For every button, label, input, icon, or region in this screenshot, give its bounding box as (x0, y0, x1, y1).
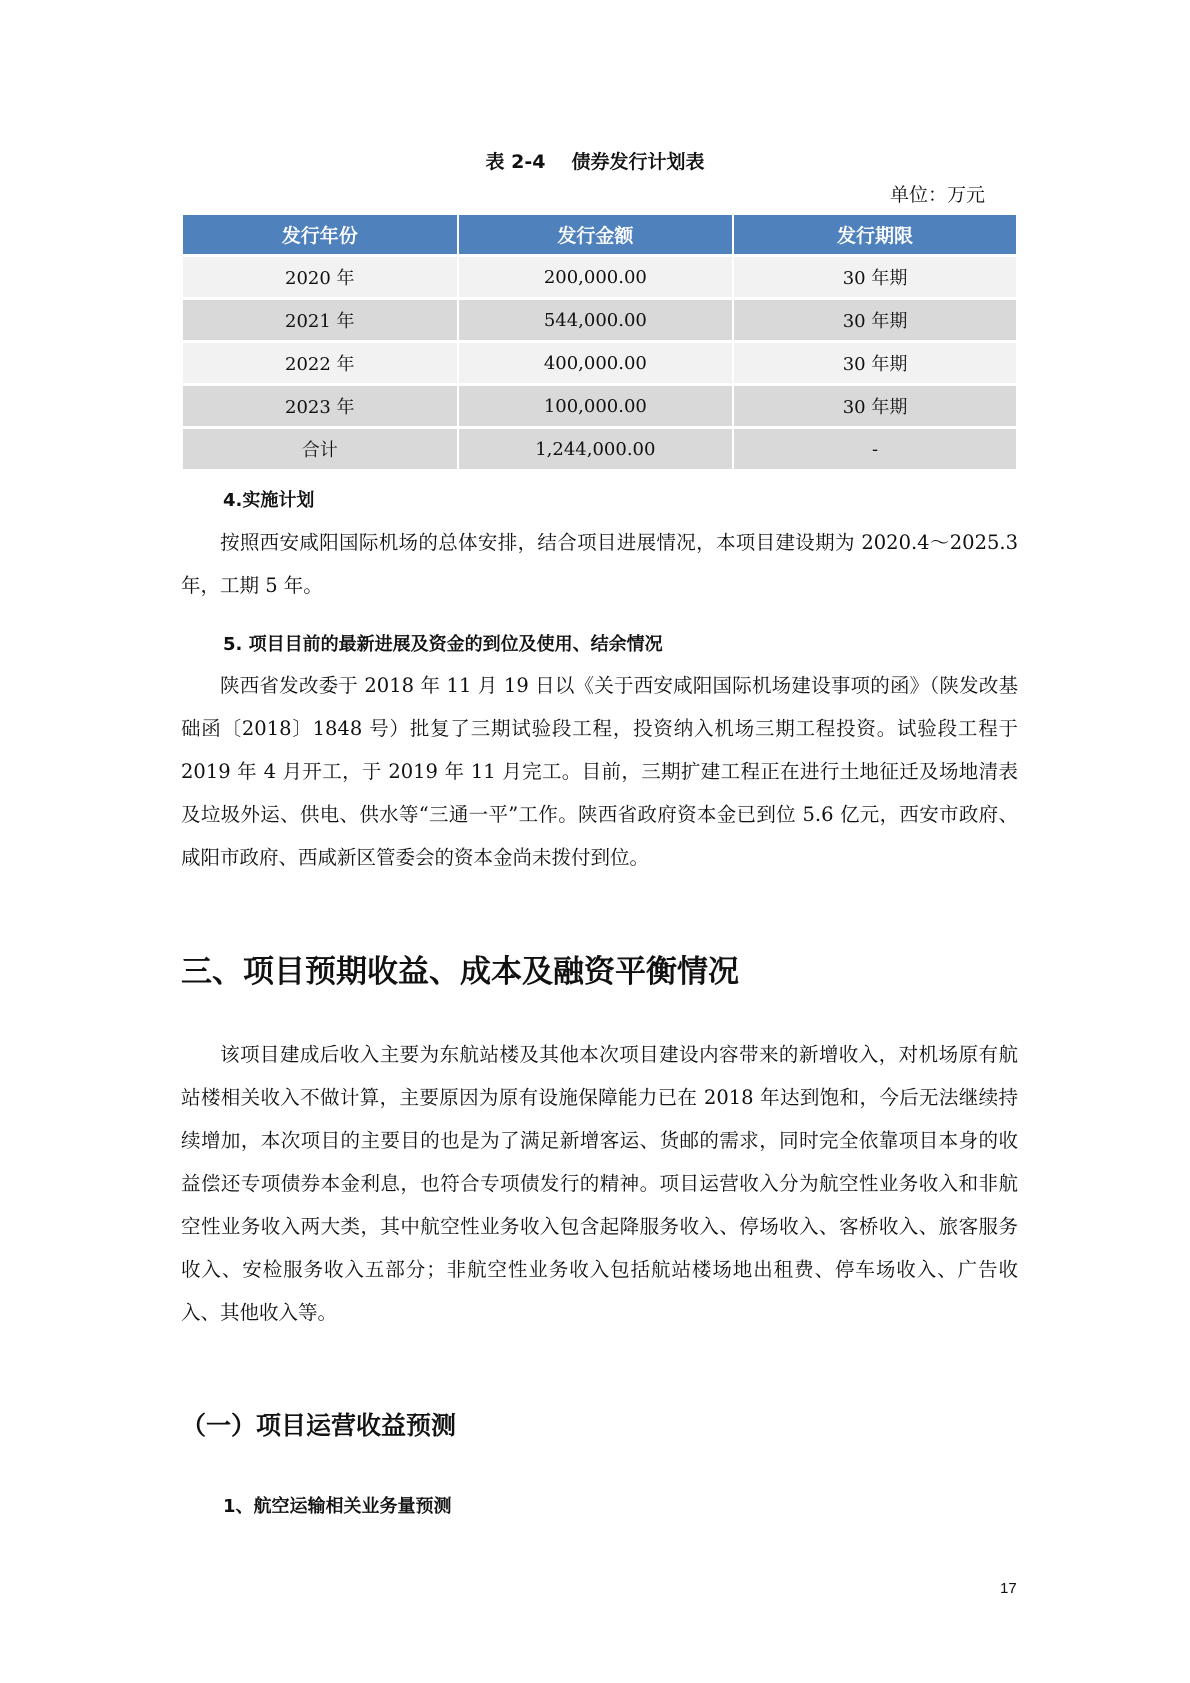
chapter-3-body: 该项目建成后收入主要为东航站楼及其他本次项目建设内容带来的新增收入，对机场原有航站楼相关收入不做计算，主要原因为原有设施保障能力已在 2018 年达到饱和，今后无法继续持续增加，本次项目的主要目的也是为了满足新增客运、货邮的需求，同时完全依靠项目本身的收益偿还专项债券本金利息，也符合专项债发行的精神。项目运营收入分为航空性业务收入和非航空性业务收入两大类，其中航空性业务收入包含起降服务收入、停场收入、客桥收入、旅客服务收入、安检服务收入五部分；非航空性业务收入包括航站楼场地出租费、停车场收入、广告收入、其他收入等。 (181, 1043, 1018, 1324)
section-5-heading: 5. 项目目前的最新进展及资金的到位及使用、结余情况 (223, 634, 663, 655)
cell-total-label: 合计 (183, 429, 457, 469)
column-header-amount: 发行金额 (459, 215, 733, 254)
subsection-1-heading: （一）项目运营收益预测 (181, 1411, 457, 1440)
cell-year: 2022 年 (183, 343, 457, 383)
cell-year: 2023 年 (183, 386, 457, 426)
table-caption-text: 债券发行计划表 (571, 151, 705, 173)
subsection-1-subheading: 1、航空运输相关业务量预测 (223, 1496, 452, 1517)
section-4-body: 按照西安咸阳国际机场的总体安排，结合项目进展情况，本项目建设期为 2020.4～2025.3 年，工期 5 年。 (181, 531, 1018, 597)
cell-term: 30 年期 (734, 257, 1016, 297)
cell-amount: 544,000.00 (459, 300, 733, 340)
section-4-heading: 4.实施计划 (223, 490, 315, 511)
table-caption-number: 表 2-4 (485, 151, 546, 173)
table-row (183, 386, 1016, 426)
chapter-3-heading: 三、项目预期收益、成本及融资平衡情况 (181, 954, 739, 990)
table-row (183, 300, 1016, 340)
cell-term: 30 年期 (734, 300, 1016, 340)
cell-total-amount: 1,244,000.00 (459, 429, 733, 469)
table-unit: 单位：万元 (889, 184, 985, 206)
column-header-year: 发行年份 (183, 215, 457, 254)
section-5-body: 陕西省发改委于 2018 年 11 月 19 日以《关于西安咸阳国际机场建设事项的函》（陕发改基础函〔2018〕1848 号）批复了三期试验段工程，投资纳入机场三期工程投资。试验段工程于 2019 年 4 月开工，于 2019 年 11 月完工。目前，三期扩建工程正在进行土地征迁及场地清表及垃圾外运、供电、供水等“三通一平”工作。陕西省政府资本金已到位 5.6 亿元，西安市政府、咸阳市政府、西咸新区管委会的资本金尚未拨付到位。 (181, 674, 1018, 869)
bond-issuance-table (181, 212, 1018, 472)
table-row (183, 343, 1016, 383)
cell-amount: 400,000.00 (459, 343, 733, 383)
page-number: 17 (1000, 1580, 1017, 1597)
table-caption (0, 147, 1190, 174)
column-header-term: 发行期限 (734, 215, 1016, 254)
cell-year: 2021 年 (183, 300, 457, 340)
cell-total-term: - (734, 429, 1016, 469)
cell-amount: 200,000.00 (459, 257, 733, 297)
table-header-row (183, 215, 1016, 254)
cell-term: 30 年期 (734, 343, 1016, 383)
cell-amount: 100,000.00 (459, 386, 733, 426)
table-row (183, 257, 1016, 297)
cell-term: 30 年期 (734, 386, 1016, 426)
table-total-row (183, 429, 1016, 469)
cell-year: 2020 年 (183, 257, 457, 297)
